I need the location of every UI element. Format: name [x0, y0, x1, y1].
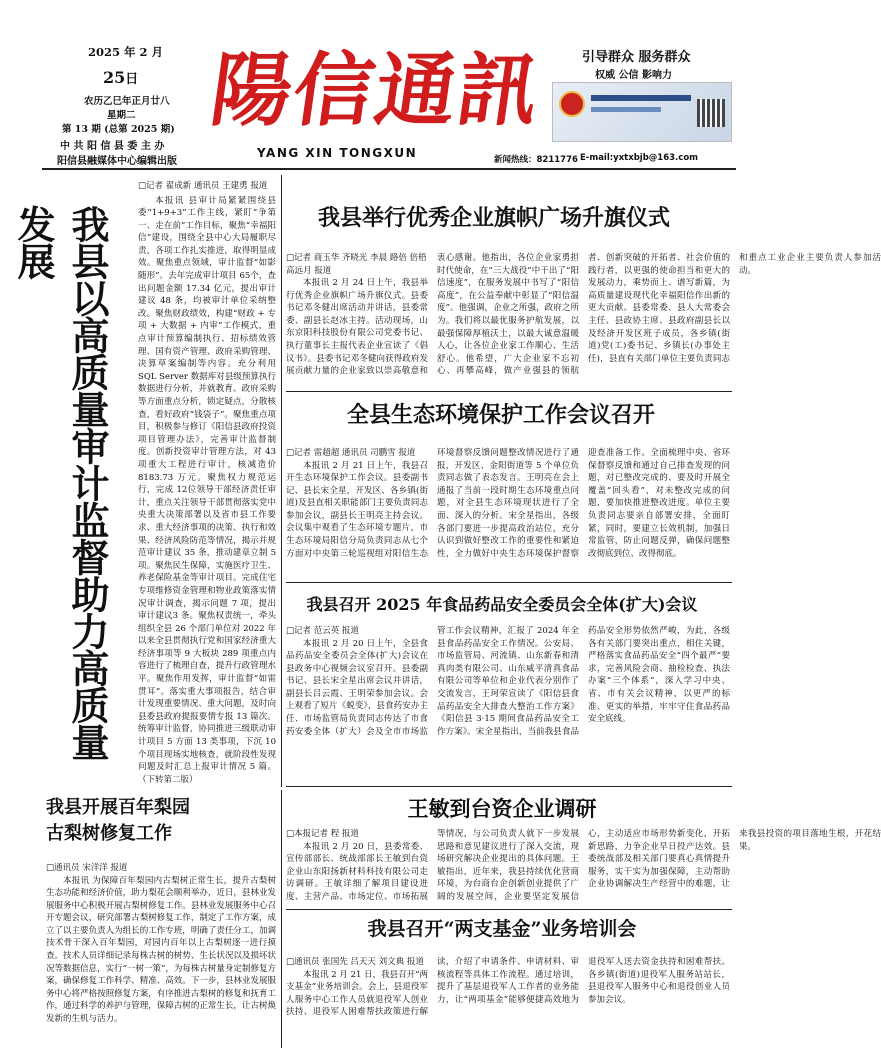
masthead-ad-image — [552, 82, 732, 142]
news-email: E-mail:yxtxbjb@163.com — [580, 153, 699, 163]
pear-body: 本报讯 为保障百年梨园内古梨树正常生长，提升古梨树生态功能和经济价值，助力梨花会顺利举办，近日，县林业发展服务中心积极开展古梨树修复工作。县林业发展服务中心召开专题会议，研究部署古梨树修复工作，制定了工作方案，成立了以主要负责人为组长的工作专班，明确了责任分工，加调技术骨干深入百年梨园，对园内百年以上古梨树逐一进行摸查。技术人员详细记录每株古树的树势、生长状况以及损坏状况等数据信息，实行“一树一策”，为每株古树量身定制修复方案，确保修复工作科学、精准、高效。下一步，县林业发展服务中心将严格按照修复方案，有序推进古梨树的修复和抚育工作，通过科学的养护与管理，保障古树的正常生长，让古树焕发新的生机与活力。 — [46, 875, 276, 1025]
pear-article — [46, 862, 276, 1047]
food-byline: □记者 范云英 报道 — [286, 626, 359, 636]
issue-date: 2025 年 2 月 — [88, 45, 164, 59]
flag-headline: 我县举行优秀企业旗帜广场升旗仪式 — [317, 205, 670, 231]
lead-headline-vertical — [11, 205, 114, 765]
flag-byline: □记者 商玉华 齐晓光 李晨 路倍 倍梧 高远月 报道 — [286, 253, 427, 276]
ad-emblem-icon — [559, 91, 585, 117]
eco-byline: □记者 雷超超 通讯员 司鹏雪 报道 — [286, 448, 416, 458]
wang-headline: 王敏到台资企业调研 — [407, 796, 597, 821]
ad-banner-shape — [591, 95, 691, 101]
sponsor: 中 共 阳 信 县 委 主 办 — [60, 141, 165, 152]
news-hotline: 新闻热线：8211776 — [494, 155, 578, 165]
lead-headline-text: 我县以高质量审计监督助力高质量发展 — [11, 205, 110, 760]
eco-article — [286, 447, 730, 579]
lead-body: 本报讯 县审计局紧紧围绕县委“1+9+3”工作主线，紧盯“争第一、走在前”工作目标，聚焦“幸福阳信”建设，围绕全县中心大局履职尽责，各项工作扎实推进，取得明显成效。聚焦重点领域，审计监督“如影随形”。去年完成审计项目 65个，查出问题金额 17.34 亿元，提出审计建议 48 条，均被审计单位采纳整改。聚焦财政绩效，构建“财政 + 专项 + 大数据 + 内审”工作模式，重点审计预算编制执行、招标绩效管理、国有资产管理、政府采购管理、决算草案编制等内容。充分利用 SQL Server 数据库对县级预算执行数据进行分析，并就教育、政府采购等方面重点分析，锁定疑点，分散核查，看好政府“钱袋子”。聚焦重点项目，积极参与修订《阳信县政府投资项目管理办法》，完善审计监督制度。创新投资审计管理方法，对 43 项重大工程进行审计，核减造价 8183.73 万元。聚焦权力规范运行，完成 12位领导干部经济责任审计，重点关注领导干部贯彻落实党中央重大决策部署以及省市县工作要求、重大经济事项的决策、执行和效果、经济风险防范等情况，揭示并规范审计建议 35 条，推动建章立制 5 项。聚焦民生保障，实施医疗卫生、养老保险基金等审计项目。完成住宅专项维修资金管理和物业政策落实情况审计调查，揭示问题 7 项，提出审计建议3 条。聚焦权责统一，牵头组织全县 26 个部门单位对 2022 年以来全县贯彻执行党和国家经济重大经济事项等 9 大板块 289 项重点内容进行了梳理自查，提升行政管理水平。聚焦作用发挥，审计监督“如雷贯耳”。落实重大事项报告，结合审计发现重要情况、重大问题，及时向县委县政府提报要情专报 13 篇次。统筹审计监督，协同推进三级联动审计项目 5 方面 13 类事项，下沉 10 个项目现场实地核查，就阶段性发现问题及时汇总上报审计情况 5 篇。（下转第二版） — [138, 195, 276, 785]
wang-body: 本报讯 2 月 20 日，县委常委、宣传部部长、统战部部长王敏到台资企业山东阳扬新材料科技有限公司走访调研。王敏详细了解项目建设进度、主营产品、市场定位、市场拓展等情况，与公司负责人就下一步发展思路和意见建议进行了深入交流，现场研究解决企业提出的具体问题。王敏指出，近年来，我县持续优化营商环境，为台商台企创新创业提供了广阔的发展空间，企业要坚定发展信心，主动适应市场形势新变化，开拓新思路，力争企业早日投产达效。县委统战部及相关部门要真心真情提升服务，实干实为加强保障，主动帮助企业协调解决生产经营中的难题，让来我县投资的项目落地生根，开花结果。 — [286, 829, 881, 902]
pear-headline-line1: 我县开展百年梨园 — [46, 797, 190, 818]
lunar-date: 农历乙巳年正月廿八 — [84, 96, 170, 107]
pear-headline-line2: 古梨树修复工作 — [46, 823, 172, 844]
issue-day-number: 25 — [103, 68, 126, 87]
masthead-divider — [42, 168, 736, 170]
slogan-secondary: 权威 公信 影响力 — [595, 70, 672, 81]
food-headline: 我县召开 2025 年食品药品安全委员会全体(扩大)会议 — [306, 595, 698, 614]
flag-divider — [286, 391, 732, 392]
lead-byline: □记者 翟成新 通讯员 王建勇 报道 — [138, 181, 268, 191]
pear-byline: □通讯员 宋洋洋 报道 — [46, 863, 128, 873]
newspaper-pinyin: YANG XIN TONGXUN — [257, 146, 418, 160]
wang-article — [286, 828, 881, 905]
wang-byline: □本报记者 程 报道 — [286, 829, 359, 839]
flag-body: 本报讯 2 月 24 日上午，我县举行优秀企业旗帜广场升旗仪式。县委书记邓冬健出席活动并讲话，县委常委、副县长赵冰主持。活动现场，山东京阳科技股份有限公司党委书记、执行董事长主报代表企业宣读了《倡议书》。县委书记邓冬健向获得政府发展贡献力量的企业家致以崇高敬意和衷心感谢。他指出，各位企业家勇担时代使命，在“三大战役”中干出了“阳信速度”，在服务发展中书写了“阳信高度”，在公益奉献中彰显了“阳信温度”。他强调，企业之所强，政府之所为。我们将以最优服务护航发展，以最强保障厚植沃土，以最大诚意温暖人心，让各位企业家工作顺心、生活舒心。他希望，广大企业家不忘初心、再攀高峰，做产业强县的领航者、创新突破的开拓者、社会价值的践行者，以更强的使命担当和更大的发展动力，乘势而上、谱写新篇，为高质量建设现代化幸福阳信作出新的更大贡献。县委常委、县人大常委会主任、县政协主席、县政府副县长以及经济开发区班子成员，各乡镇(街道)党(工)委书记、乡镇长(办事处主任)，县直有关部门单位主要负责同志和重点工业企业主要负责人参加活动。 — [286, 253, 881, 377]
fund-body: 本报讯 2 月 21 日，我县召开“两支基金”业务培训会。会上，县退役军人服务中心工作人员就退役军人创业扶持、退役军人困难帮扶政策进行解读，介绍了申请条件、申请材料、审核流程等具体工作流程。通过培训，提升了基层退役军人工作者的业务能力，让“两项基金”能够便捷高效地为退役军人送去资金扶持和困难帮扶。各乡镇(街道)退役军人服务站站长，县退役军人服务中心和退役创业人员参加会议。 — [286, 957, 730, 1018]
ad-qr-icon — [697, 99, 725, 127]
fund-byline: □通讯员 张国先 吕天天 刘文典 报道 — [286, 957, 424, 967]
publisher: 阳信县融媒体中心编辑出版 — [57, 156, 177, 167]
issue-day-suffix: 日 — [125, 72, 139, 87]
weekday: 星期二 — [107, 110, 136, 121]
newspaper-title-logo: 陽信通訊 — [205, 43, 547, 137]
fund-headline: 我县召开“两支基金”业务培训会 — [367, 918, 637, 940]
slogan-primary: 引导群众 服务群众 — [582, 50, 691, 65]
food-divider — [286, 786, 732, 787]
fund-article — [286, 956, 730, 1048]
issue-day — [103, 68, 138, 87]
food-article — [286, 625, 730, 757]
food-body: 本报讯 2 月 20 日上午，全县食品药品安全委员会全体(扩大)会议在县政务中心视频会议室召开。县委副书记、县长宋全星出席会议并讲话，副县长吕云霞、王明荣参加会议。会上观看了短片《蜕变》，县食药安办主任、市场监管局负责同志传达了市食药安委全体（扩大）会及全市市场监管工作会议精神，汇报了 2024 年全县食品药品安全工作情况。公安局、市场监管局、河流镇、山东新春和清真肉类有限公司、山东威平清真食品有限公司等单位和企业代表分别作了交流发言，王珂荣宣读了《阳信县食品药品安全大排查大整治工作方案》《阳信县 3·15 期间食品药品安全工作方案》。宋全星指出，当前我县食品药品安全形势依然严峻，为此，各级各有关部门要突出重点，相住关键，严格落实食品药品安全“四个最严”要求，完善风险会商、抽检检查、执法办案“三个体系”，深入学习中央、省、市有关会议精神，以更严的标准、更实的举措，牢牢守住食品药品安全底线。 — [286, 626, 730, 737]
ad-banner-shape-2 — [591, 107, 661, 112]
lead-divider — [281, 175, 282, 787]
eco-divider — [286, 582, 732, 583]
eco-headline: 全县生态环境保护工作会议召开 — [346, 402, 655, 428]
lead-article — [138, 180, 276, 785]
wang-divider — [286, 909, 732, 910]
eco-body: 本报讯 2 月 21 日上午，我县召开生态环境保护工作会议。县委副书记、县长宋全星，开发区、各乡镇(街道)及县直相关职能部门主要负责同志参加会议，副县长王明亮主持会议。会议集中观看了生态环境专题片，市生态环境局阳信分局负责同志从七个方面对中央第三轮巡视组对阳信生态环境督察反馈问题整改情况进行了通报，开发区、金阳街道等 5 个单位负责同志做了表态发言。王明亮在会上通报了当前一段时期生态环境重点问题，对全县生态环境现状进行了全面、深入的分析。宋全星指出，各级各部门要进一步提高政治站位，充分认识到做好整改工作的重要性和紧迫性，全力做好中央生态环境保护督察迎查准备工作。全面梳理中央、省环保督察反馈和通过自己排查发现的问题，对已整改完成的、要及时开展全覆盖“回头看”，对未整改完成的问题，要加快推进整改进度。单位主要负责同志要亲自部署安排，全面盯紧，同时，要建立长效机制，加强日常监管，防止问题反弹，确保问题整改彻底到位、改得彻底。 — [286, 448, 730, 559]
issue-number: 第 13 期 (总第 2025 期) — [62, 124, 175, 135]
pear-divider — [281, 790, 282, 1048]
pear-headline — [46, 795, 274, 847]
flag-article — [286, 252, 881, 384]
masthead — [0, 0, 735, 170]
